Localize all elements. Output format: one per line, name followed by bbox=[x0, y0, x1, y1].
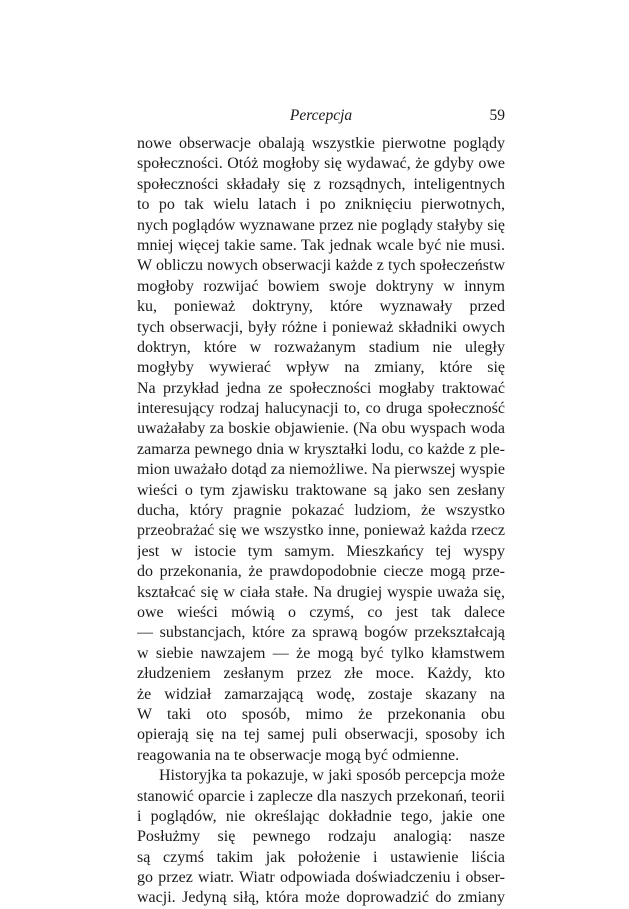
text-line: i poglądów, nie określając dokładnie tego, jakie one bbox=[137, 807, 505, 825]
text-line: uważałaby za boskie objawienie. (Na obu wyspach woda bbox=[137, 420, 505, 438]
text-line: kształcać się w ciała stałe. Na drugiej wyspie uważa się, bbox=[137, 583, 505, 601]
text-line: w siebie nawzajem — że mogą być tylko kłamstwem bbox=[137, 644, 505, 662]
text-line: reagowania na te obserwacje mogą być odmienne. bbox=[137, 746, 460, 764]
text-line: — substancjach, które za sprawą bogów przekształcają bbox=[137, 624, 505, 642]
text-line: ducha, który pragnie pokazać ludziom, że wszystko bbox=[137, 502, 505, 520]
text-line: przeobrażać się we wszystko inne, ponieważ każda rzecz bbox=[137, 522, 505, 540]
text-line: złudzeniem zesłanym przez złe moce. Każdy, kto bbox=[137, 665, 505, 683]
text-line: nowe obserwacje obalają wszystkie pierwotne poglądy bbox=[137, 135, 505, 152]
text-line: W taki oto sposób, mimo że przekonania obu bbox=[137, 705, 505, 723]
text-line: to po tak wielu latach i po zniknięciu pierwotnych, bbox=[137, 196, 505, 214]
text-line: że widział zamarzającą wodę, zostaje skazany na bbox=[137, 685, 505, 703]
running-title: Percepcja bbox=[289, 107, 353, 124]
text-line: wacji. Jedyną siłą, która może doprowadzić do zmiany bbox=[137, 889, 505, 907]
text-line: stanowić oparcie i zaplecze dla naszych przekonań, teorii bbox=[137, 787, 505, 805]
text-line: mogłoby rozwijać bowiem swoje doktryny w innym bbox=[137, 277, 505, 295]
text-line: zamarza pewnego dnia w kryształki lodu, co każde z ple- bbox=[137, 440, 505, 458]
text-line: do przekonania, że prawdopodobnie ciecze mogą prze- bbox=[137, 563, 505, 581]
text-line: W obliczu nowych obserwacji każde z tych społeczeństw bbox=[137, 257, 505, 275]
text-line: tych obserwacji, były różne i ponieważ składniki owych bbox=[137, 318, 505, 336]
text-line: go przez wiatr. Wiatr odpowiada doświadczeniu i obser- bbox=[137, 869, 505, 887]
text-line: doktryn, które w rozważanym stadium nie uległy bbox=[137, 338, 505, 356]
text-line: są czymś takim jak położenie i ustawienie liścia bbox=[137, 848, 505, 866]
page-number: 59 bbox=[489, 107, 505, 124]
text-line: mion uważało dotąd za niemożliwe. Na pierwszej wyspie bbox=[137, 461, 505, 479]
page-header bbox=[137, 107, 505, 127]
text-line: nych poglądów wyznawane przez nie poglądy stałyby się bbox=[137, 216, 505, 234]
text-line: Historyjka ta pokazuje, w jaki sposób percepcja może bbox=[159, 767, 505, 785]
text-line: mogłyby wywierać wpływ na zmiany, które się bbox=[137, 359, 505, 377]
text-line: ku, ponieważ doktryny, które wyznawały przed bbox=[137, 298, 505, 316]
text-line: Posłużmy się pewnego rodzaju analogią: nasze bbox=[137, 828, 505, 846]
body-text bbox=[137, 134, 505, 909]
text-line: interesujący rodzaj halucynacji to, co druga społeczność bbox=[137, 400, 505, 418]
text-line: wieści o tym zjawisku traktowane są jako sen zesłany bbox=[137, 481, 505, 499]
text-line: owe wieści mówią o czymś, co jest tak dalece bbox=[137, 603, 505, 621]
text-line: Na przykład jedna ze społeczności mogłaby traktować bbox=[137, 379, 505, 397]
text-line: opierają się na tej samej puli obserwacji, sposoby ich bbox=[137, 726, 505, 744]
text-line: społeczności składały się z rozsądnych, inteligentnych bbox=[137, 175, 505, 193]
text-line: mniej więcej takie same. Tak jednak wcale być nie musi. bbox=[137, 236, 505, 254]
text-line: społeczności. Otóż mogłoby się wydawać, że gdyby owe bbox=[137, 155, 505, 173]
text-line: jest w istocie tym samym. Mieszkańcy tej wyspy bbox=[137, 542, 505, 560]
